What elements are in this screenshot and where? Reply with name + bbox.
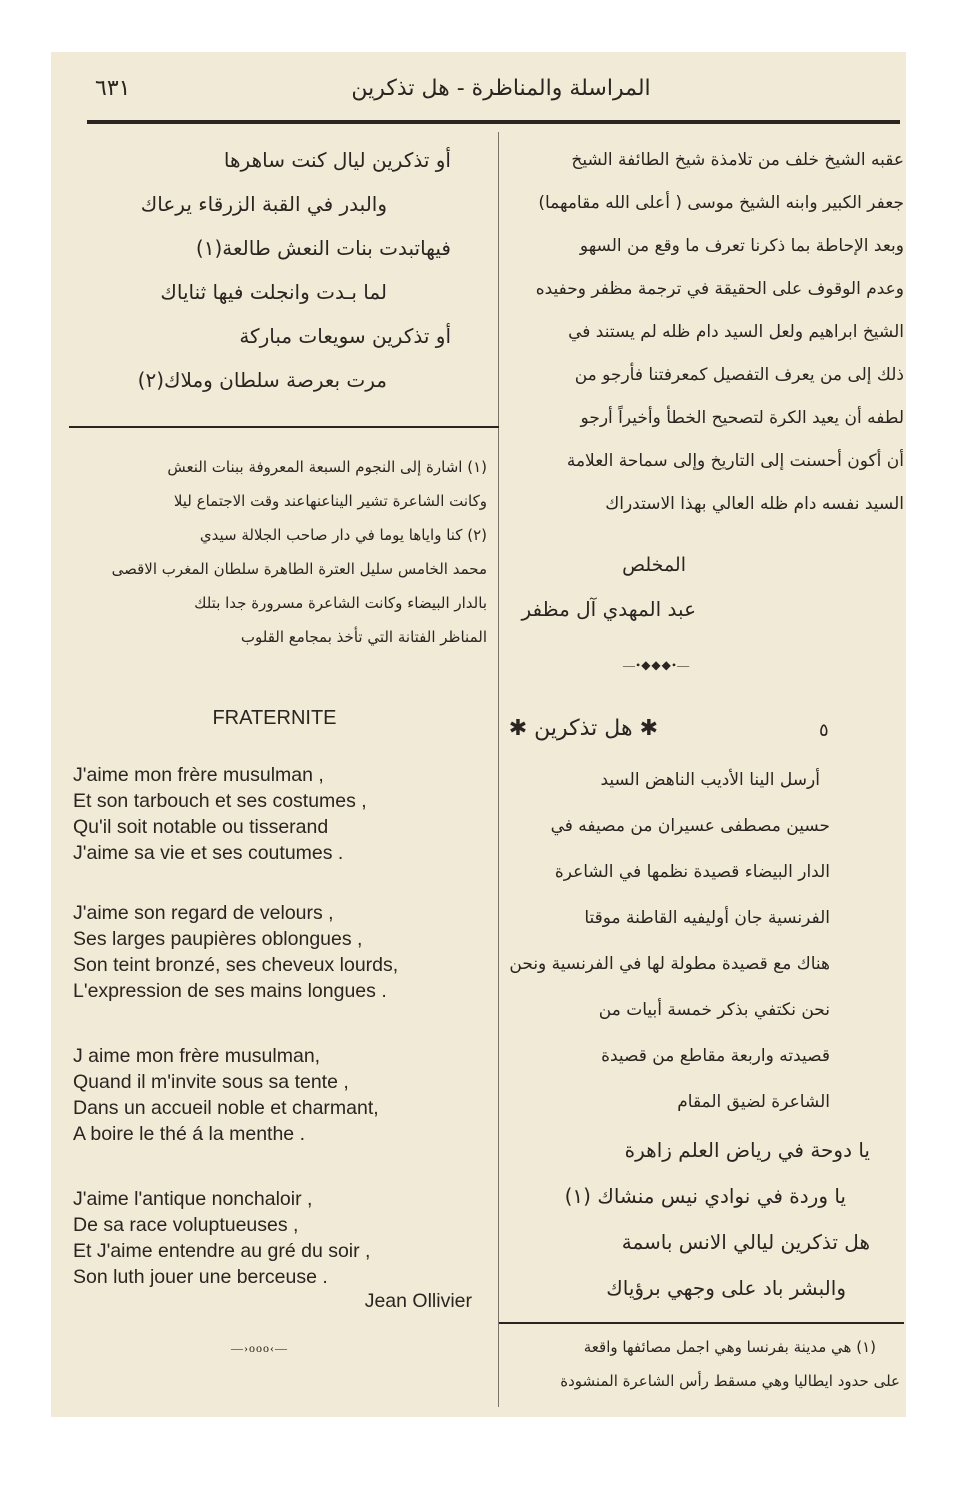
footnote-line: (١) اشارة إلى النجوم السبعة المعروفة ببنات النعش: [167, 458, 487, 476]
french-line: A boire le thé á la menthe .: [73, 1123, 305, 1145]
letter-line: وعدم الوقوف على الحقيقة في ترجمة مظفر وحفيده: [535, 279, 904, 299]
intro-line: هناك مع قصيدة مطولة لها في الفرنسية ونحن: [509, 954, 830, 974]
header-rule: [87, 120, 900, 124]
book-page: [51, 52, 906, 1417]
footnote-line: المناظر الفتانة التي تأخذ بمجامع القلوب: [240, 628, 487, 646]
section-heading: [509, 716, 658, 741]
french-poem-author: Jean Ollivier: [364, 1290, 472, 1312]
letter-line: لطفه أن يعيد الكرة لتصحيح الخطأ وأخيراً أرجو: [580, 408, 904, 428]
letter-line: السيد نفسه دام ظله العالي بهذا الاستدراك: [605, 494, 904, 514]
verse-line: والبشر باد على وجهي برؤياك: [606, 1276, 846, 1300]
poem-line: أو تذكرين ليال كنت ساهرها: [223, 148, 451, 172]
footnote-rule: [69, 426, 499, 428]
french-line: Quand il m'invite sous sa tente ,: [73, 1071, 349, 1093]
french-poem-title: FRATERNITE: [212, 707, 337, 729]
intro-line: نحن نكتفي بذكر خمسة أبيات من: [598, 1000, 830, 1020]
verse-line: هل تذكرين ليالي الانس باسمة: [621, 1230, 870, 1254]
french-line: Qu'il soit notable ou tisserand: [73, 816, 329, 838]
intro-line: الفرنسية جان أوليفيه القاطنة موقتا: [584, 908, 830, 928]
footnote-line: بالدار البيضاء وكانت الشاعرة مسرورة جدا بتلك: [194, 594, 487, 612]
section-ornament: —•◆◆◆•—: [623, 658, 691, 672]
french-line: J aime mon frère musulman,: [73, 1045, 321, 1067]
intro-line: أرسل الينا الأديب الناهض السيد: [600, 770, 820, 790]
letter-line: جعفر الكبير وابنه الشيخ موسى ( أعلى الله مقامهما): [538, 193, 904, 213]
letter-line: عقبه الشيخ خلف من تلامذة شيخ الطائفة الشيخ: [571, 150, 904, 170]
running-title: المراسلة والمناظرة - هل تذكرين: [351, 76, 651, 101]
french-line: J'aime sa vie et ses coutumes .: [73, 842, 344, 864]
french-line: Et son tarbouch et ses costumes ,: [73, 790, 367, 812]
section-heading-text: هل تذكرين: [534, 716, 633, 741]
poem-line: أو تذكرين سويعات مباركة: [239, 324, 451, 348]
footnote-line: (١) هي مدينة بفرنسا وهي اجمل مصائفها واقعة: [583, 1338, 876, 1356]
letter-line: أن أكون أحسنت إلى التاريخ وإلى سماحة العلامة: [566, 451, 904, 471]
page-header: [51, 72, 906, 112]
footnote-line: على حدود ايطاليا وهي مسقط رأس الشاعرة المنشودة: [560, 1372, 900, 1390]
intro-line: حسين مصطفى عسيران من مصيفه في: [550, 816, 830, 836]
letter-signature: عبد المهدي آل مظفر: [521, 597, 696, 621]
french-line: Son teint bronzé, ses cheveux lourds,: [73, 954, 399, 976]
french-line: J'aime l'antique nonchaloir ,: [73, 1188, 313, 1210]
footnote-line: وكانت الشاعرة تشير اليناعنهاعند وقت الاجتماع ليلا: [173, 492, 487, 510]
poem-line: فيهاتبدت بنات النعش طالعة(١): [195, 236, 451, 260]
letter-line: ذلك إلى من يعرف التفصيل كمعرفتنا فأرجو من: [574, 365, 904, 385]
poem-line: والبدر في القبة الزرقاء يرعاك: [140, 192, 387, 216]
page-number: ٦٣١: [95, 76, 131, 101]
footnote-line: (٢) كنا واياها يوما في دار صاحب الجلالة سيدي: [199, 526, 487, 544]
french-line: Dans un accueil noble et charmant,: [73, 1097, 379, 1119]
french-line: Ses larges paupières oblongues ,: [73, 928, 363, 950]
section-number: ٥: [819, 720, 829, 741]
french-line: J'aime son regard de velours ,: [73, 902, 334, 924]
french-line: Son luth jouer une berceuse .: [73, 1266, 328, 1288]
poem-line: مرت بعرصة سلطان وملاك(٢): [137, 368, 387, 392]
letter-line: وبعد الإحاطة بما ذكرنا تعرف ما وقع من السهو: [579, 236, 904, 256]
footnote-rule: [499, 1322, 904, 1324]
verse-line: يا دوحة في رياض العلم زاهرة: [624, 1138, 870, 1162]
intro-line: الدار البيضاء قصيدة نظمها في الشاعرة: [554, 862, 830, 882]
french-line: J'aime mon frère musulman ,: [73, 764, 324, 786]
intro-line: الشاعرة لضيق المقام: [677, 1092, 830, 1112]
footnote-line: محمد الخامس سليل العترة الطاهرة سلطان المغرب الاقصى: [111, 560, 487, 578]
verse-line: يا وردة في نوادي نيس منشاك (١): [564, 1184, 846, 1208]
intro-line: قصيدته واربعة مقاطع من قصيدة: [601, 1046, 830, 1066]
letter-closing: المخلص: [622, 554, 686, 576]
french-line: Et J'aime entendre au gré du soir ,: [73, 1240, 371, 1262]
column-divider: [498, 132, 499, 1407]
french-line: De sa race voluptueuses ,: [73, 1214, 299, 1236]
asterisk-icon: ✱: [508, 716, 528, 741]
letter-line: الشيخ ابراهيم ولعل السيد دام ظله لم يستند في: [568, 322, 904, 342]
asterisk-icon: ✱: [639, 716, 658, 741]
poem-line: لما بـدت وانجلت فيها ثناياك: [160, 280, 387, 304]
french-line: L'expression de ses mains longues .: [73, 980, 387, 1002]
end-ornament: —›ooo‹—: [231, 1341, 288, 1355]
